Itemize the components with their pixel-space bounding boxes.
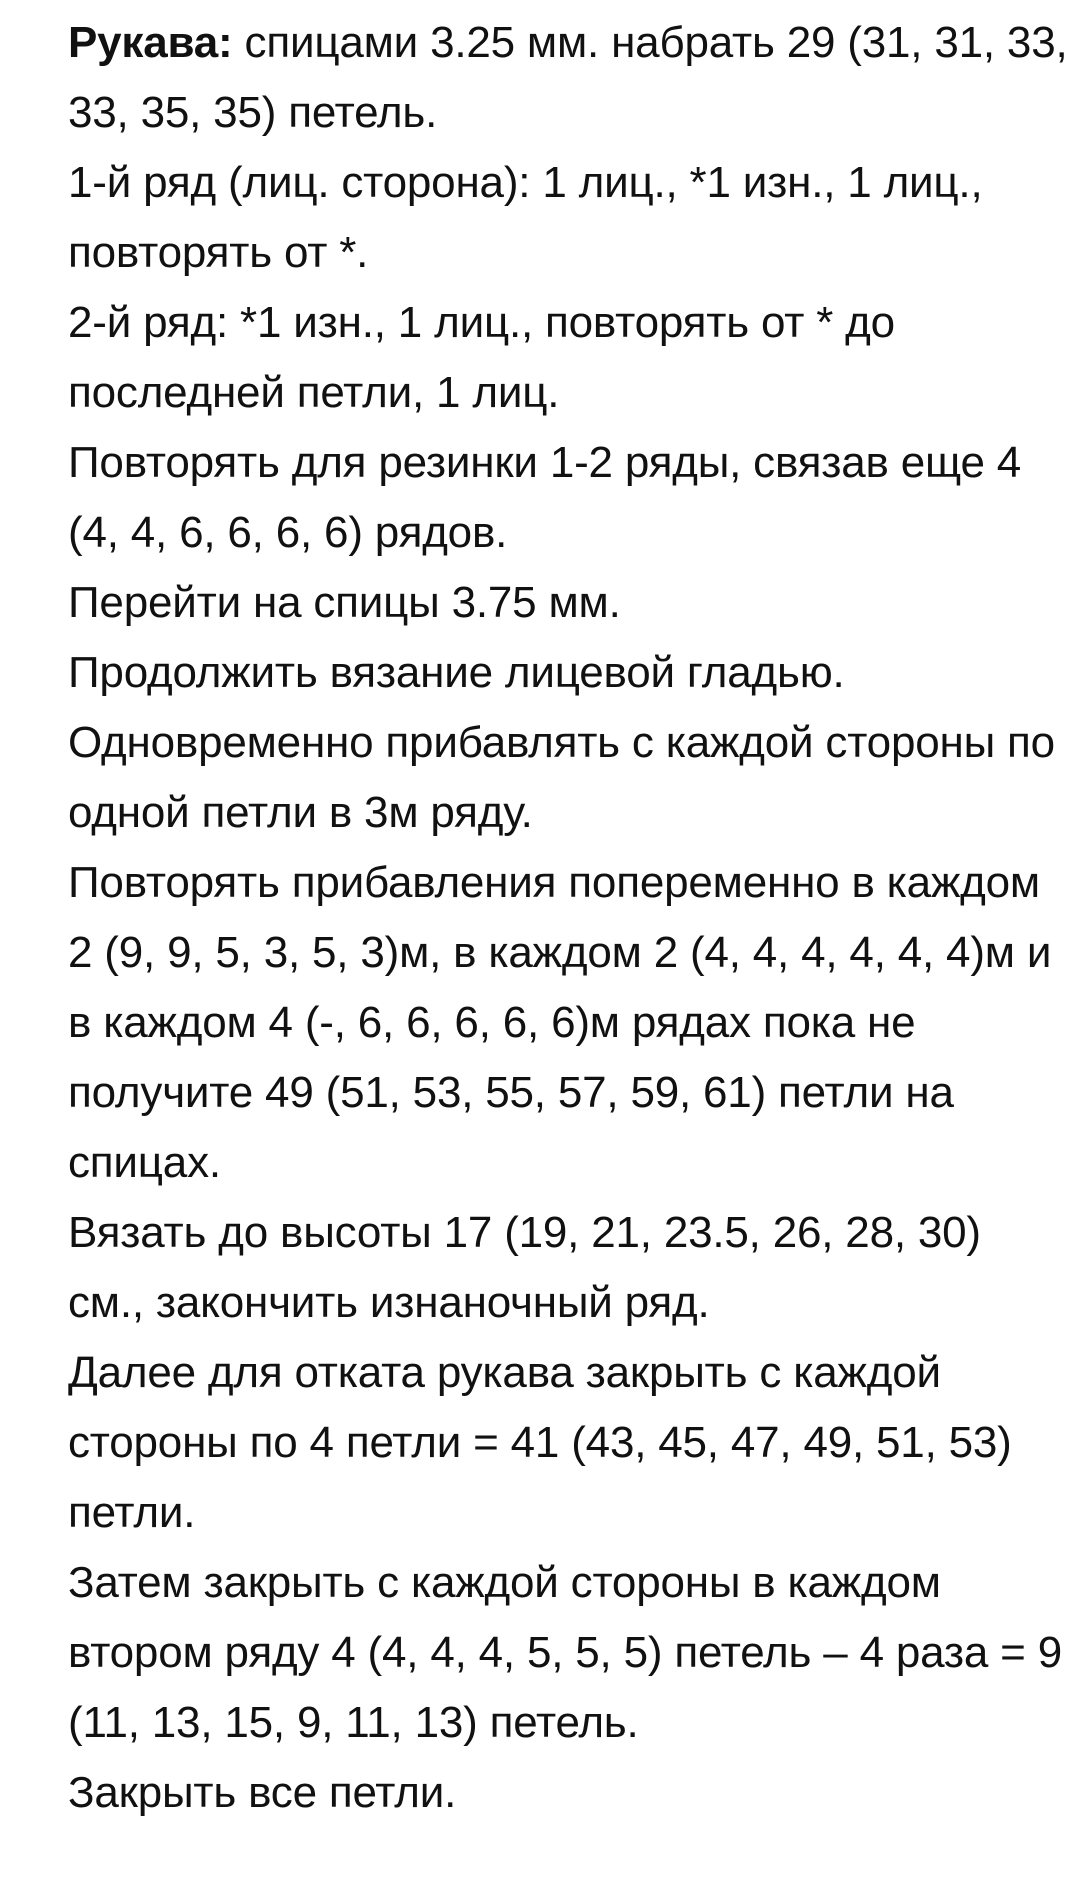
increase-instruction: Одновременно прибавлять с каждой стороны по одной петли в 3м ряду. <box>68 718 1055 837</box>
sleeve-intro-paragraph <box>68 8 1068 148</box>
stockinette-instruction: Продолжить вязание лицевой гладью. <box>68 648 845 697</box>
row-1-instruction: 1-й ряд (лиц. сторона): 1 лиц., *1 изн., 1 лиц., повторять от *. <box>68 158 983 277</box>
sleeve-cap-bindoff-instruction: Далее для отката рукава закрыть с каждой стороны по 4 петли = 41 (43, 45, 47, 49, 51, 53) петли. <box>68 1348 1012 1537</box>
sleeve-cap-shaping-instruction: Затем закрыть с каждой стороны в каждом втором ряду 4 (4, 4, 4, 5, 5, 5) петель – 4 раза = 9 (11, 13, 15, 9, 11, 13) петель. <box>68 1558 1062 1747</box>
sleeve-instructions <box>68 8 1068 1828</box>
intro-text: спицами 3.25 мм. набрать 29 (31, 31, 33, 33, 35, 35) петель. <box>68 18 1068 137</box>
increase-repeat-instruction: Повторять прибавления попеременно в каждом 2 (9, 9, 5, 3, 5, 3)м, в каждом 2 (4, 4, 4, 4, 4, 4)м и в каждом 4 (-, 6, 6, 6, 6, 6)м рядах пока не получите 49 (51, 53, 55, 57, 59, 61) петли на спицах. <box>68 858 1052 1187</box>
knit-to-height-instruction: Вязать до высоты 17 (19, 21, 23.5, 26, 28, 30) см., закончить изнаночный ряд. <box>68 1208 981 1327</box>
final-bindoff-instruction: Закрыть все петли. <box>68 1768 457 1817</box>
ribbing-repeat-instruction: Повторять для резинки 1-2 ряды, связав еще 4 (4, 4, 6, 6, 6, 6) рядов. <box>68 438 1022 557</box>
section-heading: Рукава: <box>68 18 233 67</box>
needle-change-instruction: Перейти на спицы 3.75 мм. <box>68 578 621 627</box>
row-2-instruction: 2-й ряд: *1 изн., 1 лиц., повторять от * до последней петли, 1 лиц. <box>68 298 895 417</box>
